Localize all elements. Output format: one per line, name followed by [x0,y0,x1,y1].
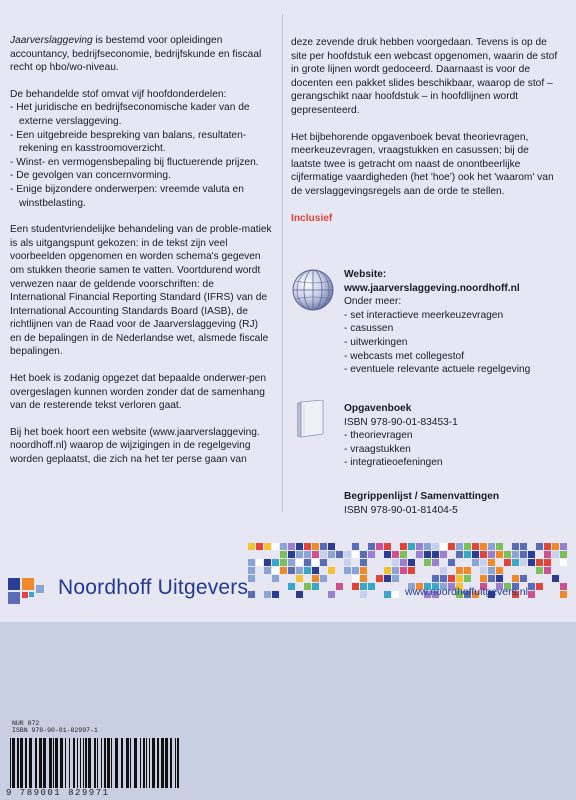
book-icon [297,400,325,438]
barcode-isbn: ISBN 978-90-01-82997-1 [12,727,98,734]
approach-paragraph: Een studentvriendelijke behandeling van de proble-matiek is als uitgangspunt gekozen: in de tekst zijn veel voorbeelden opgenomen en worden schema's gegeven om stukken theorie samen te vatten. Voortdurend wordt verwezen naar de geldende voorschriften: de International Financial Reporting Standard (IFRS) van de International Accounting Standards Board (IASB), de richtlijnen van de Raad voor de Jaarverslaggeving (RJ) en de bepalingen in de Nederlandse wet, alsmede fiscale bepalingen. [10,224,272,358]
website-block [344,268,564,377]
website-sub: Onder meer: [344,296,402,308]
list-item: - Winst- en vermogensbepaling bij fluctuerende prijzen. [10,156,259,168]
right-column [291,36,559,237]
list-item: - De gevolgen van concernvorming. [10,170,171,182]
intro-text: is bestemd voor opleidingen accountancy, bedrijfseconomie, bedrijfskunde en fiscaal recht op hbo/wo-niveau. [10,35,262,74]
barcode-digits: 9 789001 829971 [6,788,110,798]
parts-intro: De behandelde stof omvat vijf hoofdonderdelen: [10,88,227,100]
opgavenboek-title: Opgavenboek [344,403,412,414]
left-column [10,34,272,480]
inclusief-heading: Inclusief [291,212,333,224]
noordhoff-logo-icon [8,576,52,606]
intro-paragraph [10,34,272,75]
webcast-paragraph: deze zevende druk hebben voorgedaan. Tevens is op de site per hoofdstuk een webcast opgenomen, waarin de stof in grote lijnen wordt gedoceerd. Daarnaast is voor de docenten een pakket slides beschikbaar, waarop de stof – gerangschikt naar hoofdstuk – in hoofdlijnen wordt gepresenteerd. [291,37,558,116]
list-item: - theorievragen [344,430,413,442]
nur-isbn-label [12,720,98,734]
begrippenlijst-block [344,490,564,517]
parts-list [10,101,272,210]
website-paragraph: Bij het boek hoort een website (www.jaarverslaggeving. noordhoff.nl) waarop de wijzigingen in de regelgeving worden geplaatst, die zich na het ter perse gaan van [10,426,260,466]
website-url[interactable]: www.jaarverslaggeving.noordhoff.nl [344,282,520,294]
list-item: - webcasts met collegestof [344,350,465,362]
begrippenlijst-isbn: ISBN 978-90-01-81404-5 [344,504,458,516]
book-title-inline: Jaarverslaggeving [10,35,93,46]
list-item: - casussen [344,323,394,335]
website-items [344,309,564,377]
list-item: - uitwerkingen [344,336,408,348]
opgavenboek-isbn: ISBN 978-90-01-83453-1 [344,416,458,428]
list-item: - Enige bijzondere onderwerpen: vreemde valuta en winstbelasting. [10,183,244,209]
list-item: - vraagstukken [344,443,411,455]
barcode [6,738,186,788]
list-item: - Het juridische en bedrijfseconomische kader van de externe verslaggeving. [10,102,250,127]
opgavenboek-block [344,402,564,470]
globe-icon [291,268,335,312]
begrippenlijst-title: Begrippenlijst / Samenvattingen [344,491,500,502]
list-item: - eventuele relevante actuele regelgeving [344,364,531,376]
opgavenboek-items [344,429,564,470]
publisher-name: Noordhoff Uitgevers [58,576,249,599]
list-item: - integratieoefeningen [344,457,443,469]
list-item: - set interactieve meerkeuzevragen [344,309,504,321]
nur-code: NUR 872 [12,720,40,727]
publisher-url[interactable]: www.noordhoffuitgevers.nl [405,586,528,598]
structure-paragraph: Het boek is zodanig opgezet dat bepaalde onderwer-pen overgeslagen kunnen worden zonder dat de samenhang van de resterende tekst verloren gaat. [10,373,267,412]
website-label: Website: [344,269,387,280]
column-divider [282,14,283,512]
list-item: - Een uitgebreide bespreking van balans, resultaten-rekening en kasstroomoverzicht. [10,129,247,155]
exercise-book-paragraph: Het bijbehorende opgavenboek bevat theorievragen, meerkeuzevragen, vraagstukken en casussen; bij de laatste twee is getracht om naast de onontbeerlijke cijfermatige vaardigheden (het 'hoe') ook het 'waarom' van de verslaggevingsregels aan de orde te stellen. [291,131,554,197]
